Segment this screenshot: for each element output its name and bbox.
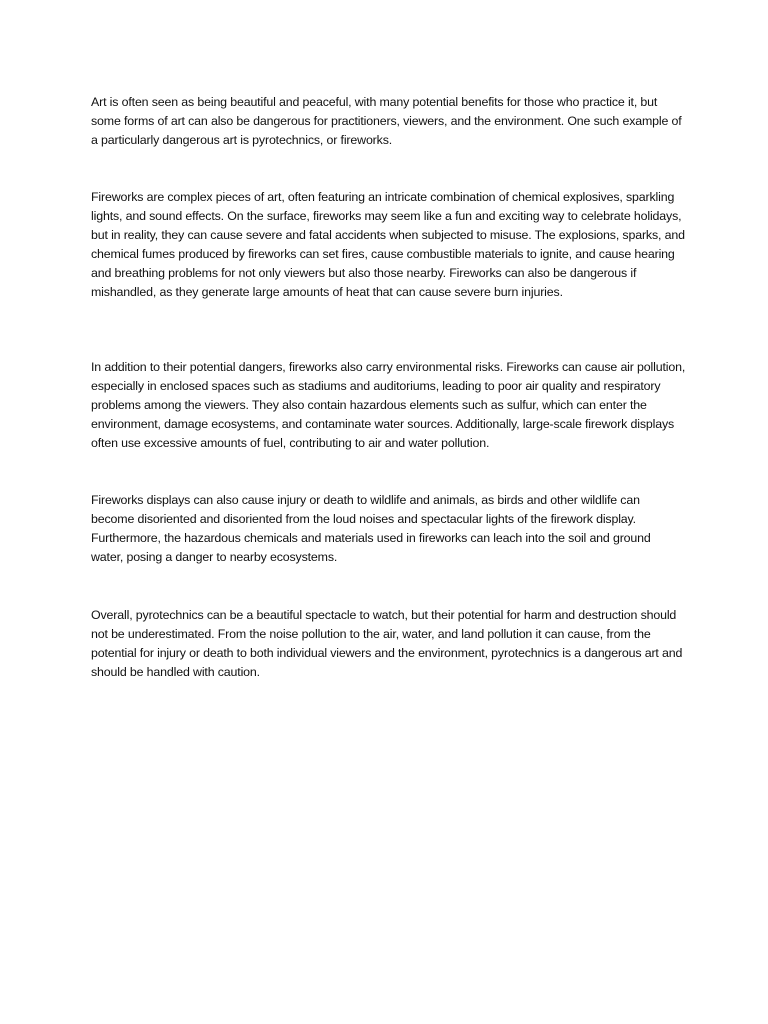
paragraph-wildlife-impact: Fireworks displays can also cause injury or death to wildlife and animals, as birds and other wildlife can become disoriented and disoriented from the loud noises and spectacular lights of the firework display. Furthermore, the hazardous chemicals and materials used in fireworks can leach into the soil and ground water, posing a danger to nearby ecosystems. [91, 493, 651, 564]
paragraph-environmental-risks: In addition to their potential dangers, fireworks also carry environmental risks. Fireworks can cause air pollution, especially in enclosed spaces such as stadiums and auditoriums, leading to poor air quality and respiratory problems among the viewers. They also contain hazardous elements such as sulfur, which can enter the environment, damage ecosystems, and contaminate water sources. Additionally, large-scale firework displays often use excessive amounts of fuel, contributing to air and water pollution. [91, 360, 686, 450]
paragraph-fireworks-dangers: Fireworks are complex pieces of art, often featuring an intricate combination of chemical explosives, sparkling lights, and sound effects. On the surface, fireworks may seem like a fun and exciting way to celebrate holidays, but in reality, they can cause severe and fatal accidents when subjected to misuse. The explosions, sparks, and chemical fumes produced by fireworks can set fires, cause combustible materials to ignite, and cause hearing and breathing problems for not only viewers but also those nearby. Fireworks can also be dangerous if mishandled, as they generate large amounts of heat that can cause severe burn injuries. [91, 190, 685, 299]
paragraph-conclusion: Overall, pyrotechnics can be a beautiful spectacle to watch, but their potential for harm and destruction should not be underestimated. From the noise pollution to the air, water, and land pollution it can cause, from the potential for injury or death to both individual viewers and the environment, pyrotechnics is a dangerous art and should be handled with caution. [91, 608, 683, 679]
paragraph-intro: Art is often seen as being beautiful and peaceful, with many potential benefits for those who practice it, but some forms of art can also be dangerous for practitioners, viewers, and the environment. One such example of a particularly dangerous art is pyrotechnics, or fireworks. [91, 95, 682, 147]
